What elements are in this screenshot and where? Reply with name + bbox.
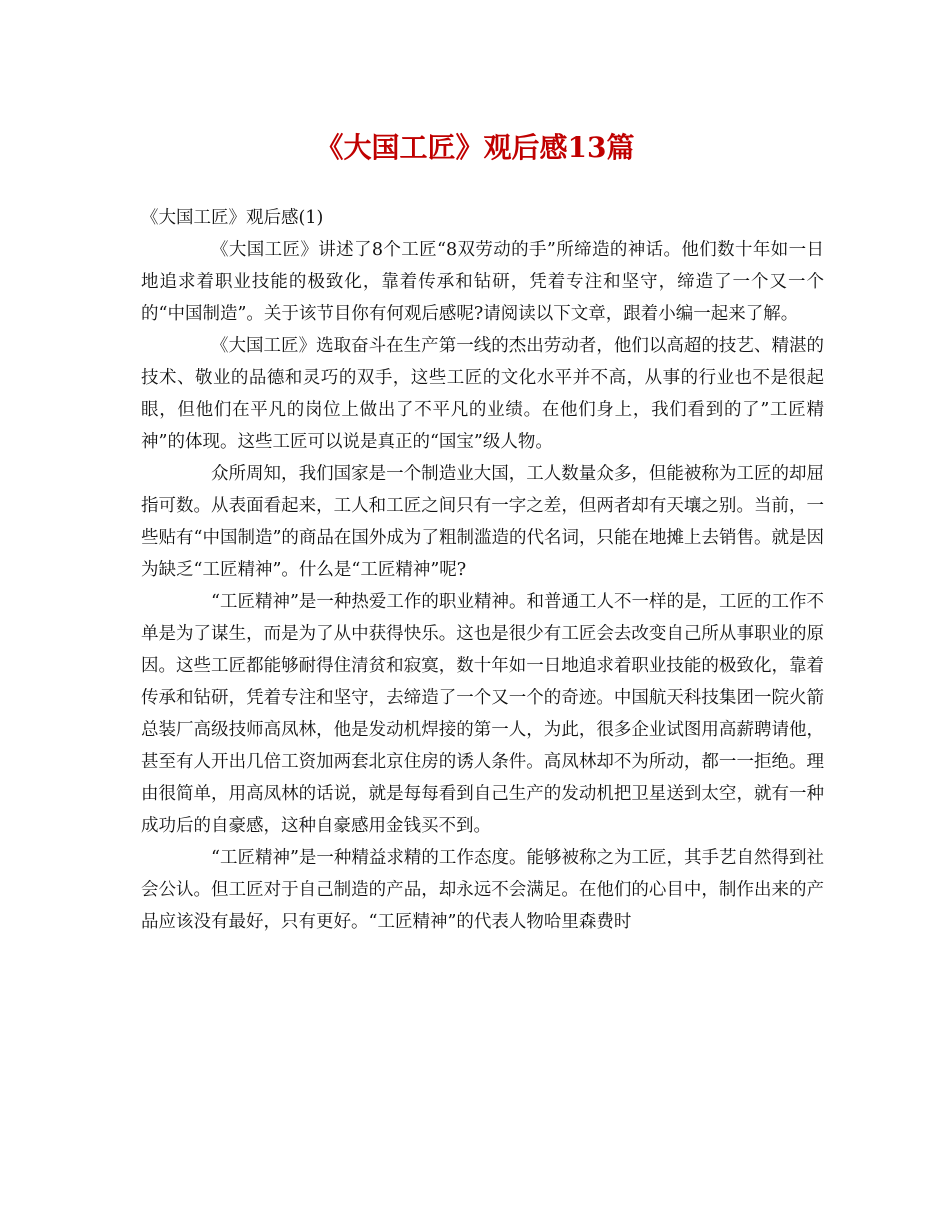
document-body xyxy=(141,202,824,938)
paragraph-3: 众所周知，我们国家是一个制造业大国，工人数量众多，但能被称为工匠的却屈指可数。从表面看起来，工人和工匠之间只有一字之差，但两者却有天壤之别。当前，一些贴有“中国制造”的商品在国外成为了粗制滥造的代名词，只能在地摊上去销售。就是因为缺乏“工匠精神”。什么是“工匠精神”呢? xyxy=(141,464,824,580)
section-heading: 《大国工匠》观后感(1) xyxy=(141,208,324,228)
document-title: 《大国工匠》观后感13篇 xyxy=(315,131,635,164)
paragraph-1: 《大国工匠》讲述了8个工匠“8双劳动的手”所缔造的神话。他们数十年如一日地追求着职业技能的极致化，靠着传承和钻研，凭着专注和坚守，缔造了一个又一个的“中国制造”。关于该节目你有何观后感呢?请阅读以下文章，跟着小编一起来了解。 xyxy=(141,240,824,324)
paragraph-2: 《大国工匠》选取奋斗在生产第一线的杰出劳动者，他们以高超的技艺、精湛的技术、敬业的品德和灵巧的双手，这些工匠的文化水平并不高，从事的行业也不是很起眼，但他们在平凡的岗位上做出了不平凡的业绩。在他们身上，我们看到的了”工匠精神”的体现。这些工匠可以说是真正的“国宝”级人物。 xyxy=(141,336,824,452)
paragraph-5: “工匠精神”是一种精益求精的工作态度。能够被称之为工匠，其手艺自然得到社会公认。但工匠对于自己制造的产品，却永远不会满足。在他们的心目中，制作出来的产品应该没有最好，只有更好。“工匠精神”的代表人物哈里森费时 xyxy=(141,848,824,932)
paragraph-4: “工匠精神”是一种热爱工作的职业精神。和普通工人不一样的是，工匠的工作不单是为了谋生，而是为了从中获得快乐。这也是很少有工匠会去改变自己所从事职业的原因。这些工匠都能够耐得住清贫和寂寞，数十年如一日地追求着职业技能的极致化，靠着传承和钻研，凭着专注和坚守，去缔造了一个又一个的奇迹。中国航天科技集团一院火箭总装厂高级技师高凤林，他是发动机焊接的第一人，为此，很多企业试图用高薪聘请他，甚至有人开出几倍工资加两套北京住房的诱人条件。高凤林却不为所动，都一一拒绝。理由很简单，用高凤林的话说，就是每每看到自己生产的发动机把卫星送到太空，就有一种成功后的自豪感，这种自豪感用金钱买不到。 xyxy=(141,592,824,836)
